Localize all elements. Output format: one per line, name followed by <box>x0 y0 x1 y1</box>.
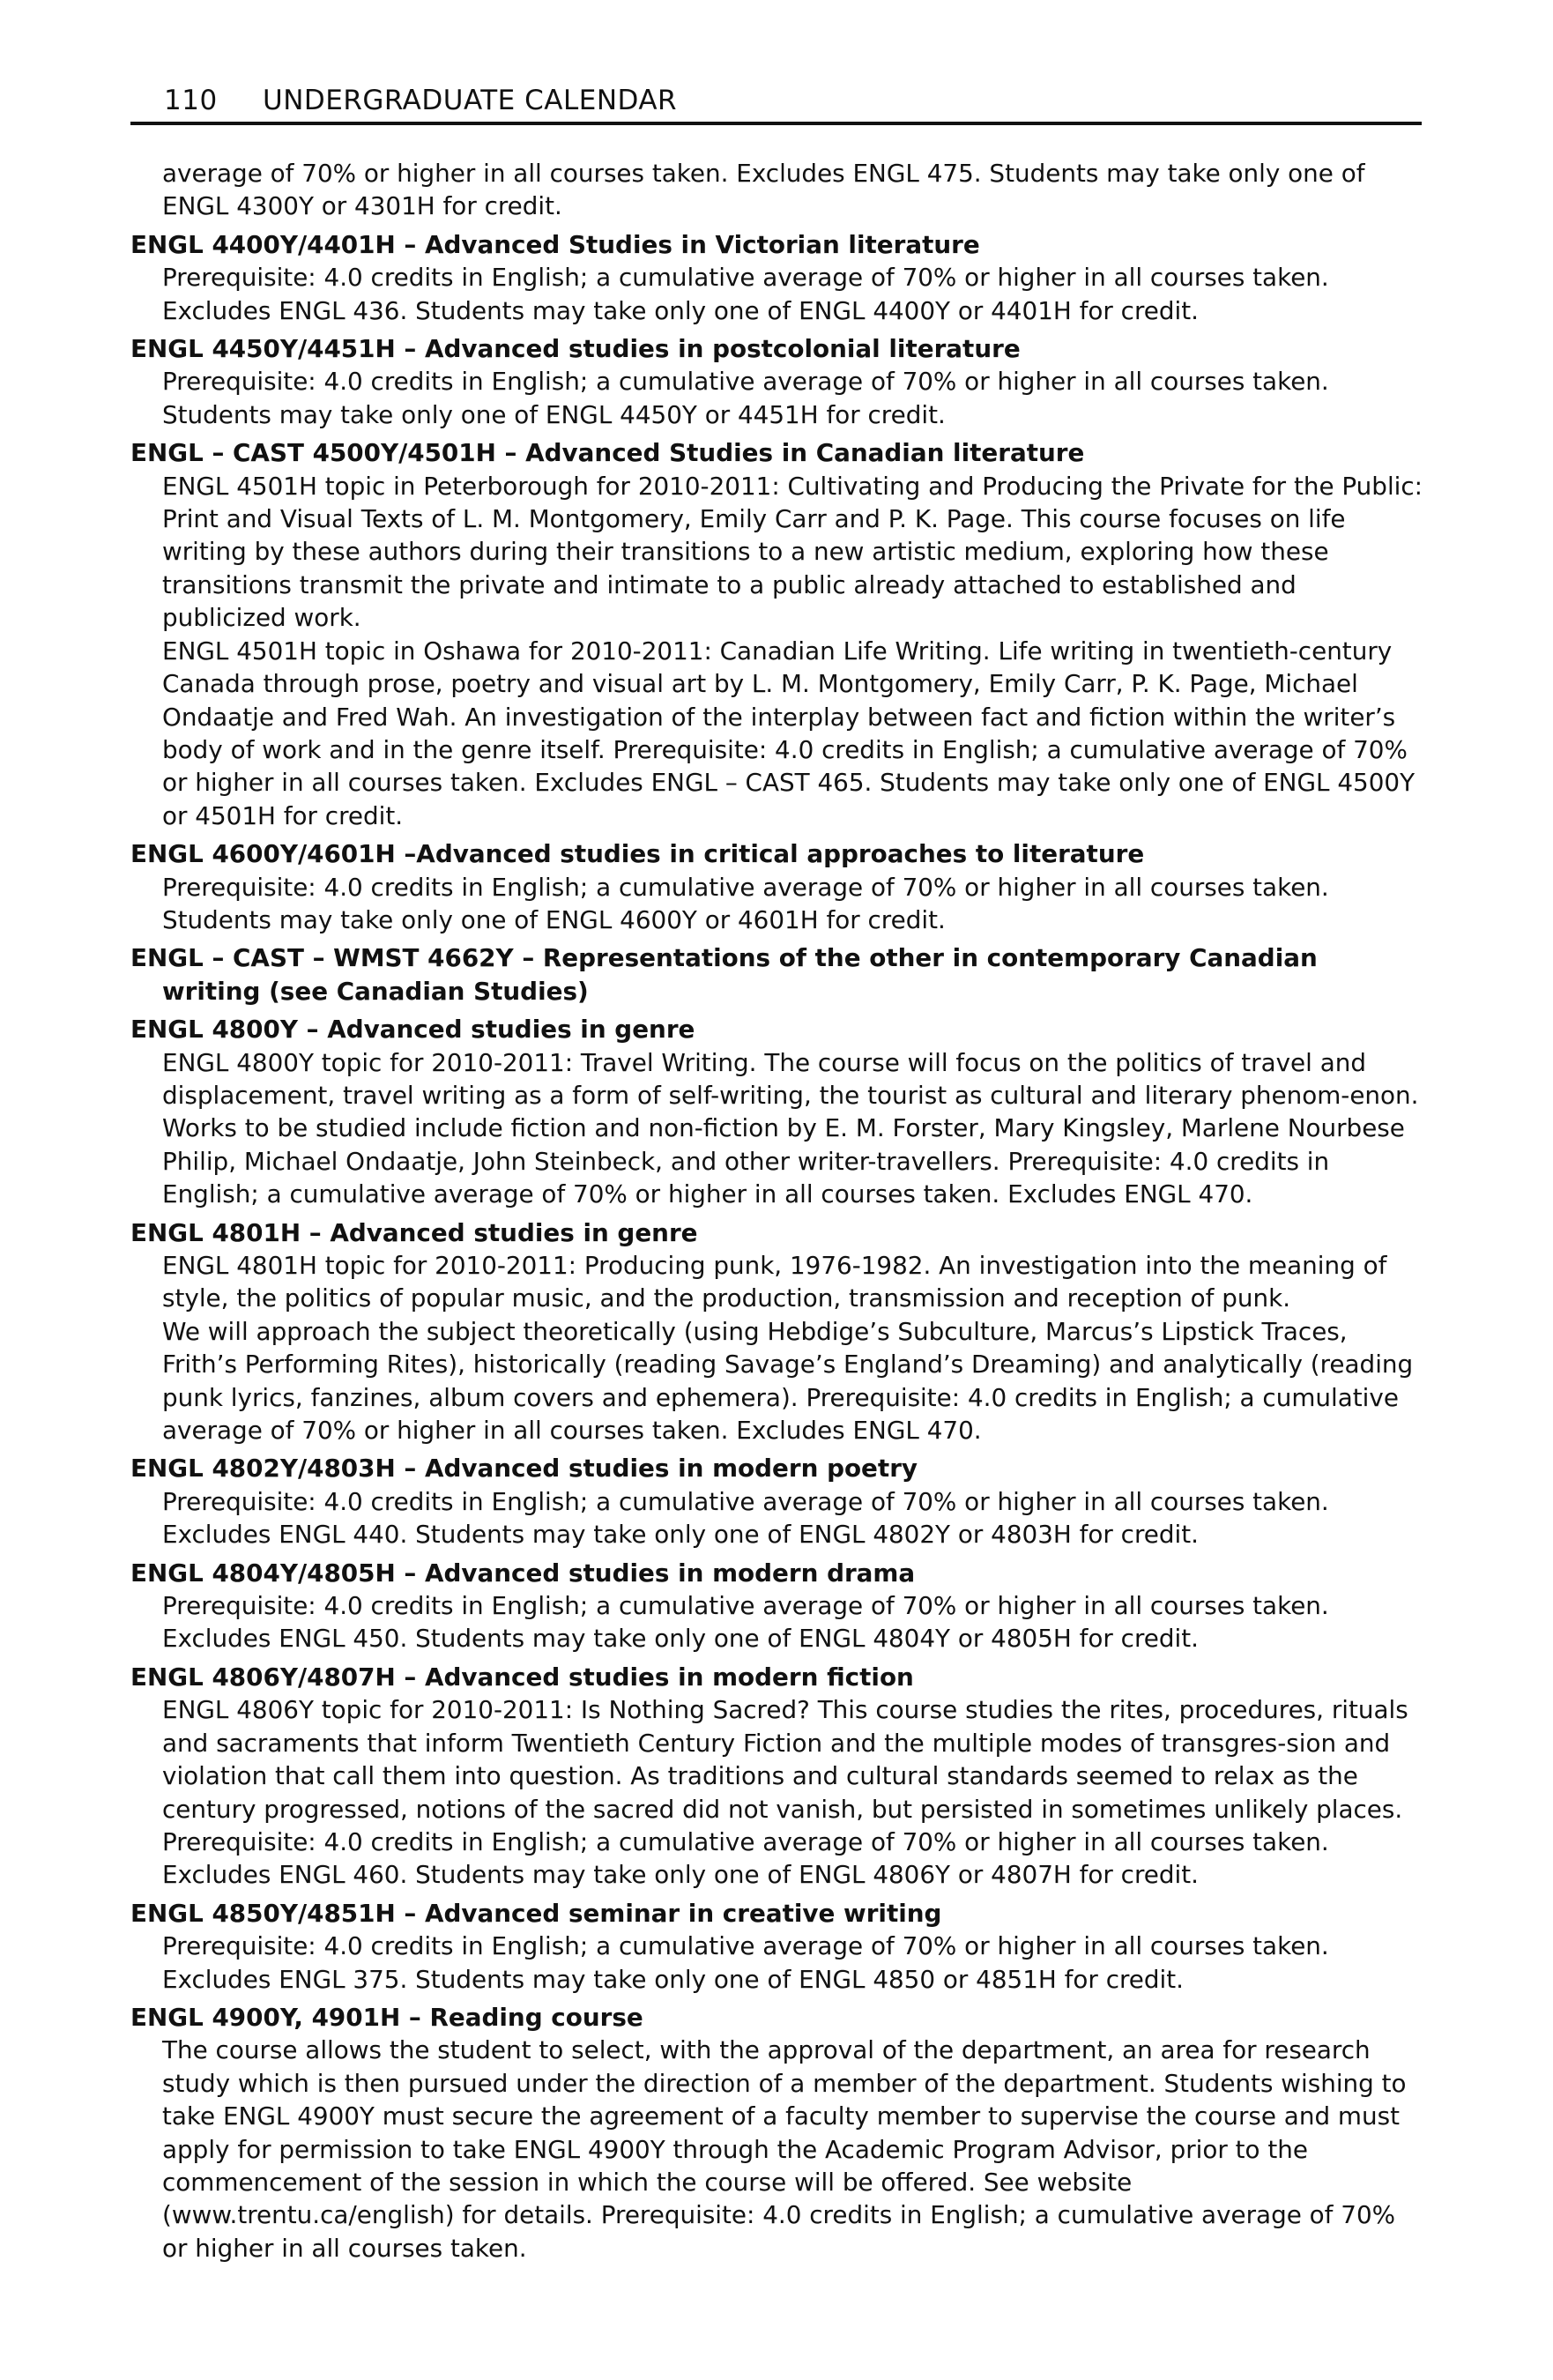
course-title-text: ENGL – CAST – WMST 4662Y – Representations of the other in contemporary Canadian <box>130 943 1318 973</box>
course-entry <box>130 1557 1426 1655</box>
description-paragraph: ENGL 4501H topic in Peterborough for 2010-2011: Cultivating and Producing the Private for the Public: Print and Visual Texts of L. M. Montgomery, Emily Carr and P. K. Page. This course focuses on life writing by these authors during their transitions to a new artistic medium, exploring how these transitions transmit the private and intimate to a public already attached to established and publicized work. <box>162 471 1423 633</box>
course-description <box>130 1046 1426 1211</box>
description-paragraph: Prerequisite: 4.0 credits in English; a cumulative average of 70% or higher in all courses taken. Excludes ENGL 436. Students may take only one of ENGL 4400Y or 4401H for credit. <box>162 263 1329 325</box>
course-title <box>130 837 1426 870</box>
page-header <box>130 79 1422 125</box>
course-title-text: ENGL – CAST 4500Y/4501H – Advanced Studies in Canadian literature <box>130 438 1085 468</box>
course-title <box>130 228 1426 261</box>
course-listing <box>130 157 1426 2270</box>
page-number: 110 <box>164 85 218 116</box>
course-title <box>130 2001 1426 2034</box>
course-description <box>130 470 1426 832</box>
course-description <box>130 365 1426 431</box>
course-description <box>130 1693 1426 1891</box>
course-description <box>130 1485 1426 1551</box>
course-title-text: ENGL 4801H – Advanced studies in genre <box>130 1217 698 1247</box>
description-paragraph: Prerequisite: 4.0 credits in English; a cumulative average of 70% or higher in all courses taken. Excludes ENGL 450. Students may take only one of ENGL 4804Y or 4805H for credit. <box>162 1591 1329 1654</box>
description-paragraph: Prerequisite: 4.0 credits in English; a cumulative average of 70% or higher in all courses taken. Students may take only one of ENGL 4600Y or 4601H for credit. <box>162 872 1329 934</box>
course-entry <box>130 1897 1426 1996</box>
description-paragraph: Prerequisite: 4.0 credits in English; a cumulative average of 70% or higher in all courses taken. Excludes ENGL 440. Students may take only one of ENGL 4802Y or 4803H for credit. <box>162 1486 1329 1550</box>
course-description <box>130 261 1426 327</box>
course-entry <box>130 332 1426 431</box>
course-entry <box>130 228 1426 327</box>
course-title-text: ENGL 4400Y/4401H – Advanced Studies in Victorian literature <box>130 229 980 259</box>
description-paragraph: We will approach the subject theoretically (using Hebdige’s Subculture, Marcus’s Lipstick Traces, Frith’s Performing Rites), historically (reading Savage’s England’s Dreaming) and analytically (reading punk lyrics, fanzines, album covers and ephemera). Prerequisite: 4.0 credits in English; a cumulative average of 70% or higher in all courses taken. Excludes ENGL 470. <box>162 1316 1414 1446</box>
course-entry <box>130 2001 1426 2265</box>
course-description <box>130 2034 1426 2265</box>
course-title-continuation: writing (see Canadian Studies) <box>162 976 589 1006</box>
course-title <box>130 436 1426 469</box>
course-title <box>130 1452 1426 1484</box>
course-title <box>130 1661 1426 1693</box>
course-title-text: ENGL 4600Y/4601H –Advanced studies in critical approaches to literature <box>130 839 1145 869</box>
course-title <box>130 1557 1426 1589</box>
course-description <box>130 871 1426 937</box>
course-title-text: ENGL 4900Y, 4901H – Reading course <box>130 2002 643 2032</box>
course-entry <box>130 1661 1426 1892</box>
course-title-text: ENGL 4802Y/4803H – Advanced studies in modern poetry <box>130 1454 918 1484</box>
course-title-text: ENGL 4450Y/4451H – Advanced studies in postcolonial literature <box>130 334 1021 364</box>
course-title-text: ENGL 4850Y/4851H – Advanced seminar in creative writing <box>130 1898 942 1928</box>
course-title <box>130 1013 1426 1045</box>
description-paragraph: ENGL 4800Y topic for 2010-2011: Travel Writing. The course will focus on the politics of travel and displacement, travel writing as a form of self-writing, the tourist as cultural and literary phenom-enon. Works to be studied include fiction and non-fiction by E. M. Forster, Mary Kingsley, Marlene Nourbese Philip, Michael Ondaatje, John Steinbeck, and other writer-travellers. Prerequisite: 4.0 credits in English; a cumulative average of 70% or higher in all courses taken. Excludes ENGL 470. <box>162 1047 1419 1209</box>
course-entry <box>130 1216 1426 1447</box>
course-entry <box>130 1452 1426 1551</box>
course-title <box>130 1216 1426 1249</box>
description-paragraph: ENGL 4501H topic in Oshawa for 2010-2011: Canadian Life Writing. Life writing in twentieth-century Canada through prose, poetry and visual art by L. M. Montgomery, Emily Carr, P. K. Page, Michael Ondaatje and Fred Wah. An investigation of the interplay between fact and fiction within the writer’s body of work and in the genre itself. Prerequisite: 4.0 credits in English; a cumulative average of 70% or higher in all courses taken. Excludes ENGL – CAST 465. Students may take only one of ENGL 4500Y or 4501H for credit. <box>162 636 1416 830</box>
course-title <box>130 941 1426 1008</box>
course-title <box>130 332 1426 365</box>
description-paragraph: ENGL 4801H topic for 2010-2011: Producing punk, 1976-1982. An investigation into the meaning of style, the politics of popular music, and the production, transmission and reception of punk. <box>162 1251 1387 1313</box>
course-title <box>130 1897 1426 1930</box>
description-paragraph: Prerequisite: 4.0 credits in English; a cumulative average of 70% or higher in all courses taken. Students may take only one of ENGL 4450Y or 4451H for credit. <box>162 367 1329 429</box>
course-title-text: ENGL 4800Y – Advanced studies in genre <box>130 1015 695 1045</box>
continued-description: average of 70% or higher in all courses taken. Excludes ENGL 475. Students may take only one of ENGL 4300Y or 4301H for credit. <box>162 159 1365 221</box>
description-paragraph: ENGL 4806Y topic for 2010-2011: Is Nothing Sacred? This course studies the rites, procedures, rituals and sacraments that inform Twentieth Century Fiction and the multiple modes of transgres-sion and violation that call them into question. As traditions and cultural standards seemed to relax as the century progressed, notions of the sacred did not vanish, but persisted in sometimes unlikely places. Prerequisite: 4.0 credits in English; a cumulative average of 70% or higher in all courses taken. Excludes ENGL 460. Students may take only one of ENGL 4806Y or 4807H for credit. <box>162 1695 1408 1890</box>
course-description <box>130 1930 1426 1996</box>
course-title-text: ENGL 4804Y/4805H – Advanced studies in modern drama <box>130 1558 916 1588</box>
course-entry <box>130 436 1426 832</box>
course-description <box>130 1249 1426 1447</box>
description-paragraph: Prerequisite: 4.0 credits in English; a cumulative average of 70% or higher in all courses taken. Excludes ENGL 375. Students may take only one of ENGL 4850 or 4851H for credit. <box>162 1931 1329 1994</box>
course-entry <box>130 837 1426 936</box>
course-entry <box>130 1013 1426 1210</box>
description-paragraph: The course allows the student to select, with the approval of the department, an area for research study which is then pursued under the direction of a member of the department. Students wishing to take ENGL 4900Y must secure the agreement of a faculty member to supervise the course and must apply for permission to take ENGL 4900Y through the Academic Program Advisor, prior to the commencement of the session in which the course will be offered. See website (www.trentu.ca/english) for details. Prerequisite: 4.0 credits in English; a cumulative average of 70% or higher in all courses taken. <box>162 2035 1407 2263</box>
course-description <box>130 1589 1426 1655</box>
running-title: UNDERGRADUATE CALENDAR <box>263 85 678 116</box>
course-title-text: ENGL 4806Y/4807H – Advanced studies in modern fiction <box>130 1662 914 1692</box>
course-entry <box>130 941 1426 1008</box>
